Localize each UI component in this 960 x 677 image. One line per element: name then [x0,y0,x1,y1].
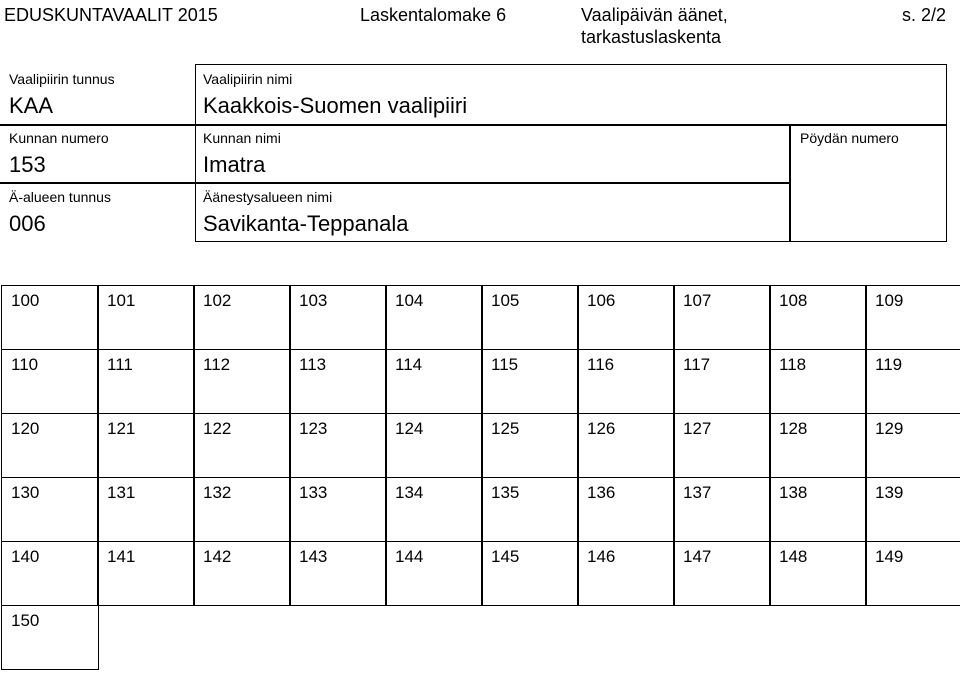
grid-cell[interactable]: 105 [481,285,579,350]
grid-cell[interactable]: 131 [97,477,195,542]
grid-cell[interactable]: 129 [865,413,960,478]
grid-cell[interactable]: 112 [193,349,291,414]
grid-cell[interactable]: 140 [1,541,99,606]
form-subject-line1: Vaalipäivän äänet, [581,5,728,25]
district-code-value: KAA [9,93,54,118]
district-code-label: Vaalipiirin tunnus [9,71,115,87]
grid-cell[interactable]: 117 [673,349,771,414]
grid-cell[interactable]: 111 [97,349,195,414]
grid-cell[interactable]: 128 [769,413,867,478]
grid-cell[interactable]: 144 [385,541,483,606]
grid-cell[interactable]: 122 [193,413,291,478]
area-name-label: Äänestysalueen nimi [203,189,333,205]
grid-cell[interactable]: 125 [481,413,579,478]
municipality-number-label: Kunnan numero [9,130,109,146]
grid-cell[interactable]: 145 [481,541,579,606]
form-subject-line2: tarkastuslaskenta [581,27,722,47]
grid-cell[interactable]: 134 [385,477,483,542]
grid-cell[interactable]: 138 [769,477,867,542]
grid-cell[interactable]: 130 [1,477,99,542]
grid-cell[interactable]: 143 [289,541,387,606]
municipality-name-label: Kunnan nimi [203,130,281,146]
page-number: s. 2/2 [902,5,947,25]
area-code-label: Ä-alueen tunnus [9,189,111,205]
grid-cell[interactable]: 114 [385,349,483,414]
form-name: Laskentalomake 6 [360,5,507,25]
grid-cell[interactable]: 139 [865,477,960,542]
grid-cell[interactable]: 109 [865,285,960,350]
municipality-number-value: 153 [9,152,46,177]
grid-cell[interactable]: 136 [577,477,675,542]
divider [195,124,947,126]
grid-cell[interactable]: 108 [769,285,867,350]
table-number-label: Pöydän numero [800,130,899,146]
district-name-label: Vaalipiirin nimi [203,71,293,87]
grid-cell[interactable]: 121 [97,413,195,478]
grid-cell[interactable]: 119 [865,349,960,414]
grid-cell[interactable]: 135 [481,477,579,542]
grid-cell[interactable]: 123 [289,413,387,478]
district-name-value: Kaakkois-Suomen vaalipiiri [203,93,468,118]
grid-cell[interactable]: 147 [673,541,771,606]
grid-cell[interactable]: 146 [577,541,675,606]
grid-cell[interactable]: 132 [193,477,291,542]
grid-cell[interactable]: 115 [481,349,579,414]
grid-cell[interactable]: 110 [1,349,99,414]
grid-cell[interactable]: 118 [769,349,867,414]
number-grid [0,285,960,677]
grid-cell[interactable]: 141 [97,541,195,606]
grid-cell[interactable]: 102 [193,285,291,350]
grid-cell[interactable]: 107 [673,285,771,350]
divider [0,124,195,126]
grid-cell[interactable]: 116 [577,349,675,414]
grid-cell[interactable]: 113 [289,349,387,414]
election-title: EDUSKUNTAVAALIT 2015 [4,5,218,25]
divider [789,124,791,242]
divider [0,182,195,184]
grid-cell[interactable]: 137 [673,477,771,542]
grid-cell[interactable]: 127 [673,413,771,478]
grid-cell[interactable]: 124 [385,413,483,478]
grid-cell[interactable]: 150 [1,605,99,670]
grid-cell[interactable]: 149 [865,541,960,606]
municipality-name-value: Imatra [203,152,266,177]
grid-cell[interactable]: 106 [577,285,675,350]
grid-cell[interactable]: 126 [577,413,675,478]
grid-cell[interactable]: 142 [193,541,291,606]
area-name-value: Savikanta-Teppanala [203,211,409,236]
grid-cell[interactable]: 101 [97,285,195,350]
area-code-value: 006 [9,211,46,236]
grid-cell[interactable]: 120 [1,413,99,478]
grid-cell[interactable]: 133 [289,477,387,542]
grid-cell[interactable]: 103 [289,285,387,350]
grid-cell[interactable]: 104 [385,285,483,350]
grid-cell[interactable]: 100 [1,285,99,350]
grid-cell[interactable]: 148 [769,541,867,606]
divider [195,182,790,184]
